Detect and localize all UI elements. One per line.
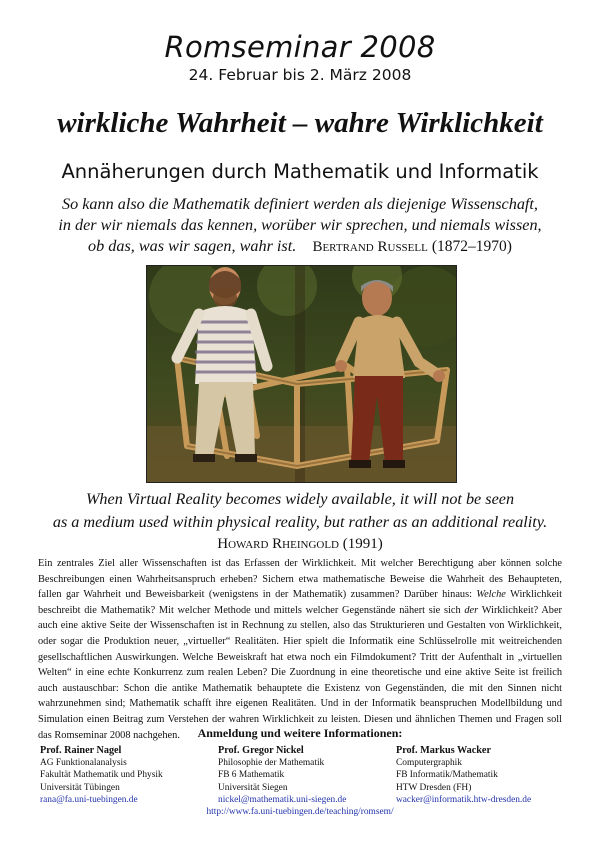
contact-nickel bbox=[218, 745, 393, 806]
quote-line: in der wir niemals das kennen, worüber wir sprechen, und niemals wissen, bbox=[58, 216, 542, 234]
registration-heading: Anmeldung und weitere Informationen: bbox=[197, 726, 403, 740]
contact-faculty: Fakultät Mathematik und Physik bbox=[40, 770, 163, 781]
seminar-title: Romseminar 2008 bbox=[164, 30, 436, 64]
contact-department: Computergraphik bbox=[396, 758, 462, 769]
quote-line-with-attribution bbox=[20, 236, 580, 258]
contact-institution: Universität Siegen bbox=[218, 782, 288, 793]
abstract-text: Wirklichkeit? Aber auch eine aktive Seite der Wissenschaften ist in Rechnung zu stellen, also das Strukturieren und Gestalten von Wirklichkeit, oder sogar die Produktion neuer, „virtueller“ Realitäten. Hier spielt die Informatik eine Schlüsselrolle mit weitreichenden gesellschaftlichen Auswirkungen. Welche Beweiskraft hat etwa noch ein Filmdokument? Tritt der Aufenthalt in „virtuellen Welten“ in eine echte Konkurrenz zum realen Leben? Die Zuordnung in eine theoretische und eine aktive Seite ist freilich auch austauschbar: Schon die antike Mathematik behauptete die Existenz von Gegenständen, die mit den Sinnen nicht wahrzunehmen sind; Mathematik schafft ihre eigenen Realitäten. Und in der Informatik beanspruchen Modellbildung und Simulation einen Beitrag zum Verstehen der wahren Wirklichkeit zu leisten. Diesen und ähnlichen Themen und Fragen soll das Romseminar 2008 nachgehen. bbox=[38, 604, 562, 741]
photo-two-men-building-wooden-frame bbox=[146, 265, 457, 483]
contact-institution: Universität Tübingen bbox=[40, 782, 120, 793]
contact-name: Prof. Markus Wacker bbox=[396, 745, 491, 756]
seminar-motto: wirkliche Wahrheit – wahre Wirklichkeit bbox=[57, 107, 543, 139]
quote-author: Howard Rheingold bbox=[217, 536, 339, 552]
abstract-emphasis: der bbox=[464, 604, 479, 616]
contact-department: Philosophie der Mathematik bbox=[218, 758, 325, 769]
contact-department: AG Funktionalanalysis bbox=[40, 758, 127, 769]
contact-name: Prof. Gregor Nickel bbox=[218, 745, 304, 756]
contact-wacker bbox=[396, 745, 576, 806]
quote-line: ob das, was wir sagen, wahr ist. bbox=[88, 237, 297, 255]
seminar-dates: 24. Februar bis 2. März 2008 bbox=[188, 66, 412, 84]
contact-faculty: FB 6 Mathematik bbox=[218, 770, 285, 781]
rheingold-attribution bbox=[0, 536, 600, 553]
abstract-emphasis: Welche bbox=[476, 589, 506, 601]
contact-name: Prof. Rainer Nagel bbox=[40, 745, 122, 756]
quote-author: Bertrand Russell bbox=[312, 239, 428, 255]
contact-email-link[interactable]: nickel@mathematik.uni-siegen.de bbox=[218, 794, 347, 805]
contact-institution: HTW Dresden (FH) bbox=[396, 782, 472, 793]
abstract-text: Wirklichkeit beschreibt die Mathematik? Mit welcher Methode und mittels welcher Gegenstände nähert sie sich bbox=[38, 589, 562, 616]
quote-line: So kann also die Mathematik definiert werden als diejenige Wissenschaft, bbox=[62, 195, 538, 213]
contact-faculty: FB Informatik/Mathematik bbox=[396, 770, 498, 781]
russell-quote bbox=[20, 194, 580, 258]
abstract-text: Ein zentrales Ziel aller Wissenschaften ist das Erfassen der Wirklichkeit. Mit welcher Berechtigung aber können solche Beschreibungen einen Wahrheitsanspruch erheben? Sichern etwa mathematische Beweise die Wahrheit des Behaupteten, fallen gar Wahrheit und Beweisbarkeit (wenigstens in der Mathematik) zusammen? Darüber hinaus: bbox=[38, 558, 562, 601]
website-link[interactable]: http://www.fa.uni-tuebingen.de/teaching/romsem/ bbox=[206, 807, 394, 817]
quote-line: as a medium used within physical reality, but rather as an additional reality. bbox=[52, 513, 548, 531]
quote-author-years: (1991) bbox=[342, 536, 383, 552]
quote-author-years: (1872–1970) bbox=[431, 238, 512, 255]
contact-nagel bbox=[40, 745, 215, 806]
quote-line: When Virtual Reality becomes widely available, it will not be seen bbox=[85, 490, 515, 508]
contact-email-link[interactable]: rana@fa.uni-tuebingen.de bbox=[40, 794, 138, 805]
contact-email-link[interactable]: wacker@informatik.htw-dresden.de bbox=[396, 794, 532, 805]
seminar-subtitle: Annäherungen durch Mathematik und Informatik bbox=[61, 160, 539, 183]
abstract-paragraph bbox=[38, 556, 562, 743]
rheingold-quote bbox=[20, 488, 580, 534]
